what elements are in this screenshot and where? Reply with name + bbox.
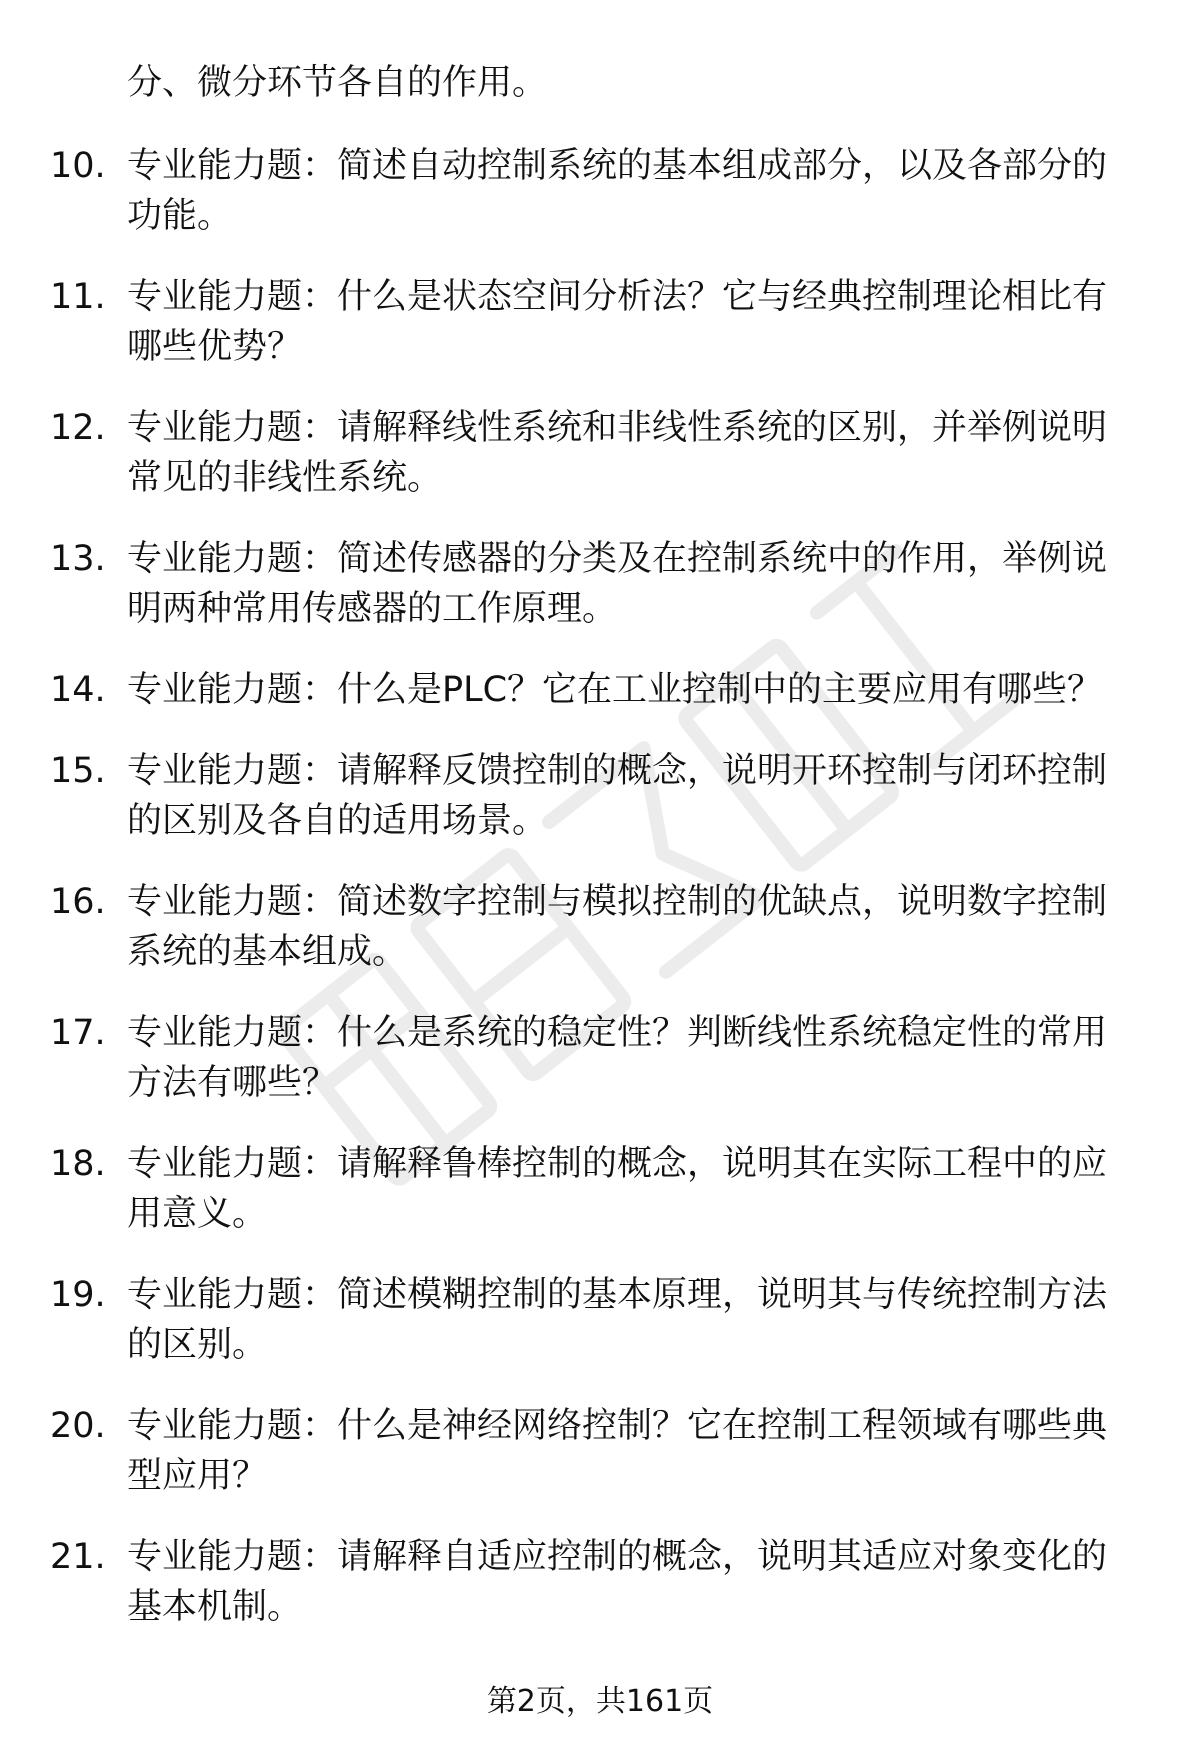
- question-number: 17.: [50, 1013, 106, 1053]
- question-text: [127, 141, 1137, 241]
- question-item: [0, 877, 1200, 1008]
- question-text-line: 专业能力题：什么是神经网络控制？它在控制工程领域有哪些典: [127, 1406, 1108, 1446]
- page-number: 第2页，共161页: [486, 1684, 714, 1719]
- question-text-line: 专业能力题：请解释自适应控制的概念，说明其适应对象变化的: [127, 1537, 1108, 1577]
- question-item: [0, 1401, 1200, 1532]
- question-item: [0, 403, 1200, 534]
- question-number: 12.: [50, 408, 106, 448]
- question-number: 15.: [50, 751, 106, 791]
- question-text-line: 专业能力题：简述数字控制与模拟控制的优缺点，说明数字控制: [127, 882, 1108, 922]
- question-item: [0, 1139, 1200, 1270]
- question-list: [0, 141, 1200, 1663]
- question-text-line: 方法有哪些？: [127, 1063, 338, 1103]
- question-number: 20.: [50, 1406, 106, 1446]
- question-text: [127, 534, 1137, 634]
- question-text-line: 型应用？: [127, 1456, 268, 1496]
- question-item: [0, 272, 1200, 403]
- question-text: [127, 272, 1137, 372]
- question-text-line: 系统的基本组成。: [127, 932, 408, 972]
- question-number: 16.: [50, 882, 106, 922]
- question-number: 11.: [50, 277, 106, 317]
- question-text: [127, 1401, 1137, 1501]
- question-text-line: 专业能力题：什么是状态空间分析法？它与经典控制理论相比有: [127, 277, 1108, 317]
- question-text: [127, 1270, 1137, 1370]
- question-text-line: 用意义。: [127, 1194, 268, 1234]
- question-text-line: 专业能力题：简述模糊控制的基本原理，说明其与传统控制方法: [127, 1275, 1108, 1315]
- question-text: [127, 1532, 1137, 1632]
- question-item: [0, 1008, 1200, 1139]
- question-text-line: 的区别。: [127, 1325, 268, 1365]
- question-text: [127, 877, 1137, 977]
- question-number: 18.: [50, 1144, 106, 1184]
- question-text-line: 专业能力题：简述自动控制系统的基本组成部分，以及各部分的: [127, 146, 1108, 186]
- question-item: [0, 746, 1200, 877]
- question-item: [0, 1270, 1200, 1401]
- question-number: 14.: [50, 670, 106, 710]
- question-item: [0, 1532, 1200, 1663]
- question-text-line: 专业能力题：什么是系统的稳定性？判断线性系统稳定性的常用: [127, 1013, 1108, 1053]
- question-text-line: 明两种常用传感器的工作原理。: [127, 589, 618, 629]
- question-item: [0, 534, 1200, 665]
- question-text-line: 常见的非线性系统。: [127, 458, 443, 498]
- question-text-line: 专业能力题：简述传感器的分类及在控制系统中的作用，举例说: [127, 539, 1108, 579]
- question-text-line: 专业能力题：请解释反馈控制的概念，说明开环控制与闭环控制: [127, 751, 1108, 791]
- question-text-line: 专业能力题：什么是PLC？它在工业控制中的主要应用有哪些？: [127, 670, 1103, 710]
- question-text-line: 基本机制。: [127, 1587, 303, 1627]
- continuation-text: 分、微分环节各自的作用。: [127, 63, 548, 103]
- question-text-line: 专业能力题：请解释线性系统和非线性系统的区别，并举例说明: [127, 408, 1108, 448]
- question-item: [0, 141, 1200, 272]
- question-text-line: 的区别及各自的适用场景。: [127, 801, 548, 841]
- question-number: 10.: [50, 146, 106, 186]
- question-text: [127, 1139, 1137, 1239]
- question-text: [127, 665, 1137, 715]
- question-text-line: 功能。: [127, 196, 233, 236]
- question-text: [127, 403, 1137, 503]
- question-number: 13.: [50, 539, 106, 579]
- question-text-line: 哪些优势？: [127, 327, 303, 367]
- question-item: [0, 665, 1200, 746]
- question-text-line: 专业能力题：请解释鲁棒控制的概念，说明其在实际工程中的应: [127, 1144, 1108, 1184]
- question-number: 21.: [50, 1537, 106, 1577]
- question-text: [127, 1008, 1137, 1108]
- question-number: 19.: [50, 1275, 106, 1315]
- question-text: [127, 746, 1137, 846]
